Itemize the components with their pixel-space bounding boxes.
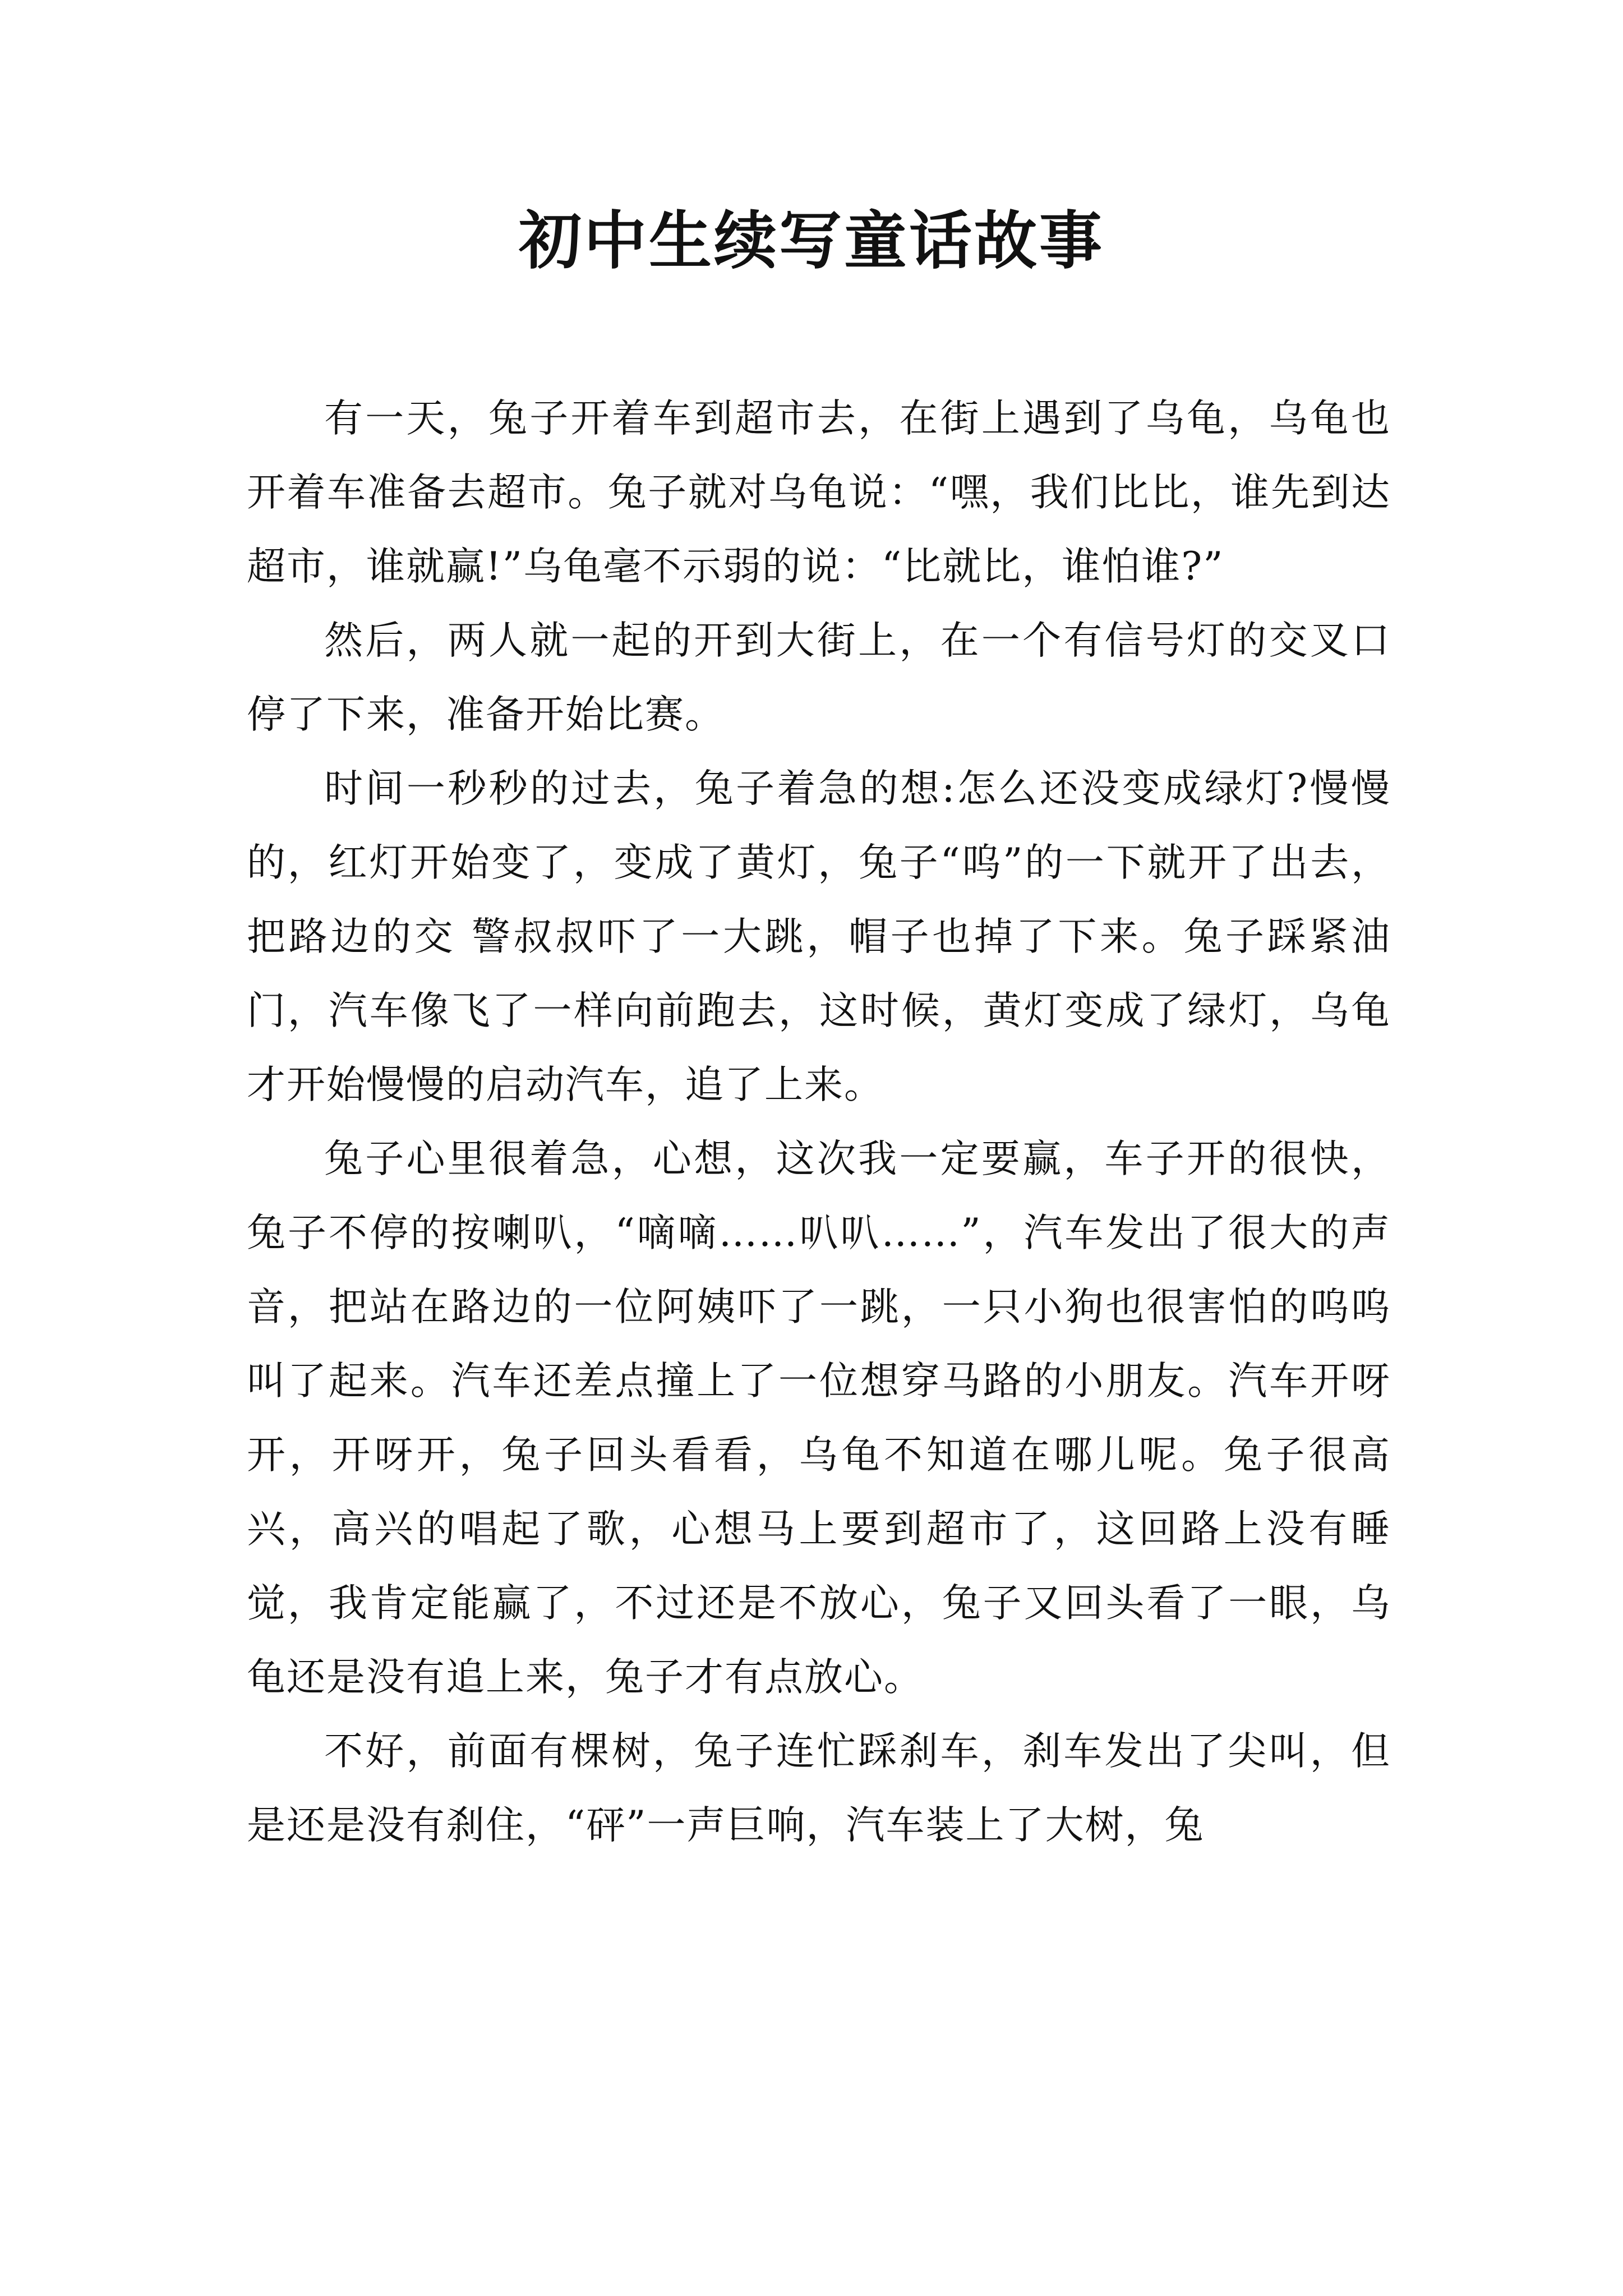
paragraph-1: 有一天，兔子开着车到超市去，在街上遇到了乌龟，乌龟也开着车准备去超市。兔子就对乌龟说：“嘿，我们比比，谁先到达超市，谁就赢!”乌龟毫不示弱的说：“比就比，谁怕谁?”: [247, 396, 1391, 589]
document-body: [247, 381, 1391, 1862]
paragraph-2: 然后，两人就一起的开到大街上，在一个有信号灯的交叉口停了下来，准备开始比赛。: [247, 618, 1391, 737]
paragraph-4: 兔子心里很着急，心想，这次我一定要赢，车子开的很快，兔子不停的按喇叭，“嘀嘀……叭叭……”，汽车发出了很大的声音，把站在路边的一位阿姨吓了一跳，一只小狗也很害怕的呜呜叫了起来。汽车还差点撞上了一位想穿马路的小朋友。汽车开呀开，开呀开，兔子回头看看，乌龟不知道在哪儿呢。兔子很高兴，高兴的唱起了歌，心想马上要到超市了，这回路上没有睡觉，我肯定能赢了，不过还是不放心，兔子又回头看了一眼，乌龟还是没有追上来，兔子才有点放心。: [247, 1137, 1391, 1700]
paragraph-5: 不好，前面有棵树，兔子连忙踩刹车，刹车发出了尖叫，但是还是没有刹住，“砰”一声巨响，汽车装上了大树，兔: [247, 1729, 1391, 1848]
paragraph-3: 时间一秒秒的过去，兔子着急的想:怎么还没变成绿灯?慢慢的，红灯开始变了，变成了黄灯，兔子“呜”的一下就开了出去，把路边的交 警叔叔吓了一大跳，帽子也掉了下来。兔子踩紧油门，汽车像飞了一样向前跑去，这时候，黄灯变成了绿灯，乌龟才开始慢慢的启动汽车，追了上来。: [247, 766, 1391, 1107]
document-title: 初中生续写童话故事: [519, 204, 1104, 278]
